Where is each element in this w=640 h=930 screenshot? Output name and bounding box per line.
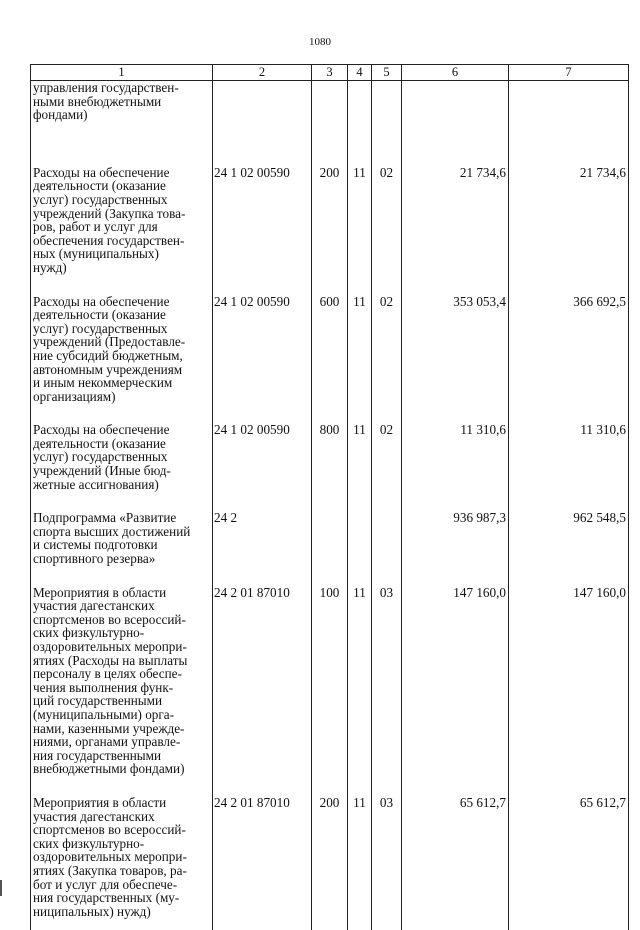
item-name-cell: управления государствен- ными внебюджетными фондами) [31, 81, 213, 162]
amount-year2-cell: 147 160,0 [509, 582, 629, 792]
expense-type-cell: 100 [312, 582, 348, 792]
table-row [31, 291, 629, 420]
column-header: 1 [31, 65, 213, 81]
amount-year1-cell: 11 310,6 [402, 419, 509, 507]
table-row [31, 419, 629, 507]
item-name-cell: Подпрограмма «Развитие спорта высших достижений и системы подготовки спортивного резерва» [31, 507, 213, 581]
expense-type-cell: 600 [312, 291, 348, 420]
item-name-cell: Расходы на обеспечение деятельности (оказание услуг) государственных учреждений (Закупка това- ров, работ и услуг для обеспечения государствен- ных (муниципальных) нужд) [31, 162, 213, 291]
page-number: 1080 [0, 36, 640, 48]
subsection-cell [372, 81, 402, 162]
table-row [31, 507, 629, 581]
target-code-cell: 24 1 02 00590 [213, 162, 312, 291]
amount-year1-cell: 147 160,0 [402, 582, 509, 792]
subsection-cell: 02 [372, 162, 402, 291]
section-cell: 11 [348, 792, 372, 930]
page-edge-mark [0, 880, 2, 896]
target-code-cell [213, 81, 312, 162]
item-name-cell: Расходы на обеспечение деятельности (оказание услуг) государственных учреждений (Предоставле- ние субсидий бюджетным, автономным учреждениям и иным некоммерческим организациям) [31, 291, 213, 420]
amount-year2-cell: 21 734,6 [509, 162, 629, 291]
target-code-cell: 24 1 02 00590 [213, 419, 312, 507]
item-name-cell: Мероприятия в области участия дагестанских спортсменов во всероссий- ских физкультурно- оздоровительных меропри- ятиях (Расходы на выплаты персоналу в целях обеспе- чения выполнения функ- ций государственными (муниципальными) орга- нами, казенными учрежде- ниями, органами управле- ния государственными внебюджетными фондами) [31, 582, 213, 792]
column-header: 5 [372, 65, 402, 81]
expense-type-cell [312, 81, 348, 162]
amount-year2-cell: 366 692,5 [509, 291, 629, 420]
subsection-cell: 02 [372, 419, 402, 507]
budget-table-container [30, 64, 628, 930]
table-row [31, 162, 629, 291]
column-header: 3 [312, 65, 348, 81]
table-body [31, 81, 629, 930]
item-name-cell: Мероприятия в области участия дагестанских спортсменов во всероссий- ских физкультурно- оздоровительных меропри- ятиях (Закупка товаров, ра- бот и услуг для обеспече- ния государственных (му- ниципальных) нужд) [31, 792, 213, 930]
column-header: 7 [509, 65, 629, 81]
amount-year2-cell [509, 81, 629, 162]
subsection-cell: 03 [372, 792, 402, 930]
section-cell: 11 [348, 419, 372, 507]
table-row [31, 81, 629, 162]
subsection-cell: 02 [372, 291, 402, 420]
item-name-cell: Расходы на обеспечение деятельности (оказание услуг) государственных учреждений (Иные бюд- жетные ассигнования) [31, 419, 213, 507]
amount-year1-cell: 21 734,6 [402, 162, 509, 291]
expense-type-cell [312, 507, 348, 581]
column-header: 4 [348, 65, 372, 81]
column-header: 6 [402, 65, 509, 81]
amount-year1-cell [402, 81, 509, 162]
subsection-cell: 03 [372, 582, 402, 792]
expense-type-cell: 800 [312, 419, 348, 507]
section-cell [348, 507, 372, 581]
column-header: 2 [213, 65, 312, 81]
amount-year2-cell: 962 548,5 [509, 507, 629, 581]
table-row [31, 582, 629, 792]
target-code-cell: 24 2 [213, 507, 312, 581]
budget-table [30, 64, 629, 930]
amount-year2-cell: 11 310,6 [509, 419, 629, 507]
amount-year1-cell: 936 987,3 [402, 507, 509, 581]
amount-year1-cell: 65 612,7 [402, 792, 509, 930]
table-row [31, 792, 629, 930]
section-cell [348, 81, 372, 162]
table-header-row [31, 65, 629, 81]
amount-year1-cell: 353 053,4 [402, 291, 509, 420]
subsection-cell [372, 507, 402, 581]
expense-type-cell: 200 [312, 792, 348, 930]
target-code-cell: 24 2 01 87010 [213, 792, 312, 930]
section-cell: 11 [348, 291, 372, 420]
target-code-cell: 24 1 02 00590 [213, 291, 312, 420]
target-code-cell: 24 2 01 87010 [213, 582, 312, 792]
amount-year2-cell: 65 612,7 [509, 792, 629, 930]
section-cell: 11 [348, 582, 372, 792]
section-cell: 11 [348, 162, 372, 291]
expense-type-cell: 200 [312, 162, 348, 291]
